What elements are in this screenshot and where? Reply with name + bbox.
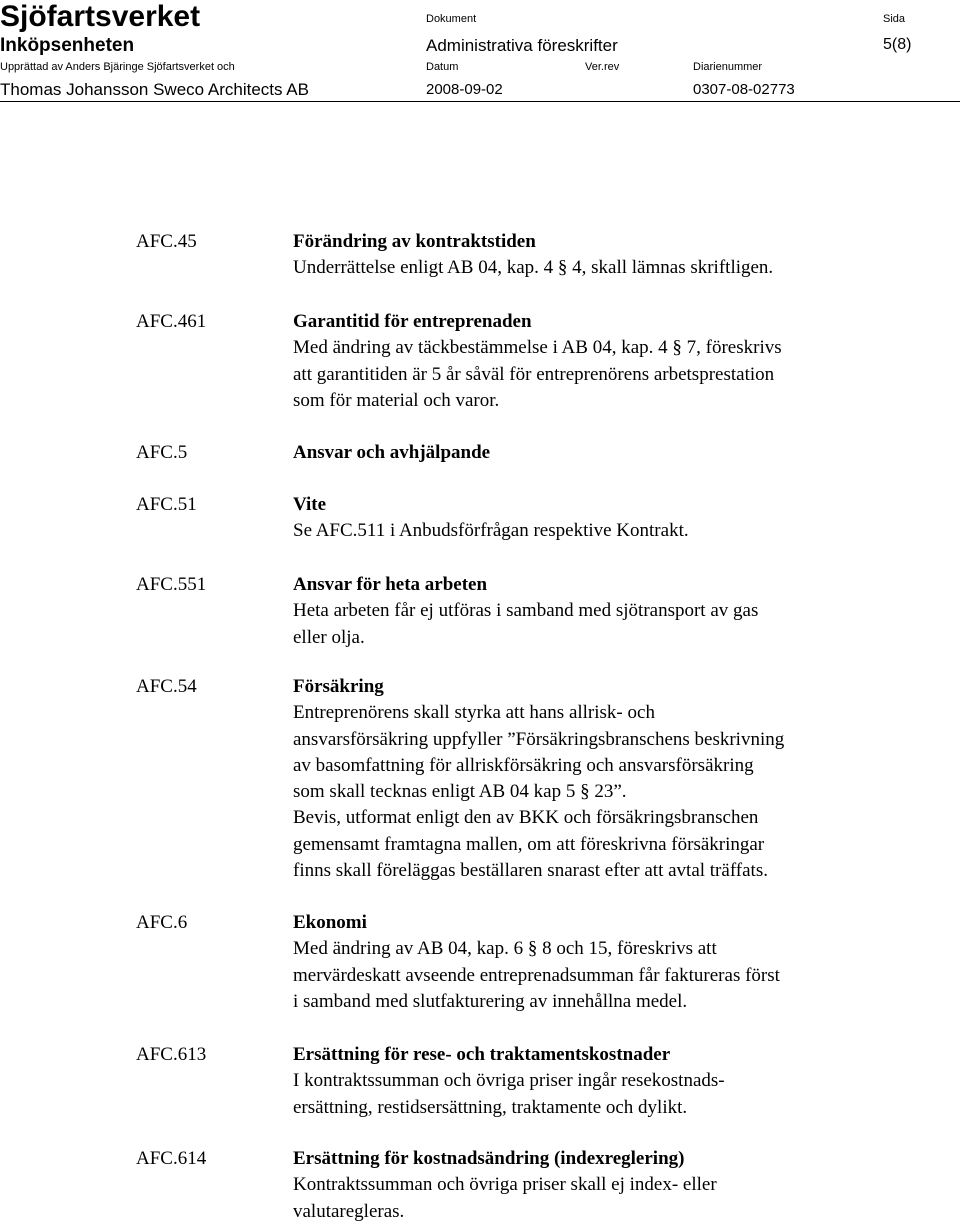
- section-text-line: ansvarsförsäkring uppfyller ”Försäkringsbranschens beskrivning: [293, 728, 785, 750]
- organization-name: Sjöfartsverket: [0, 0, 201, 33]
- section-warranty: [293, 309, 782, 414]
- section-title: Ansvar och avhjälpande: [293, 442, 491, 463]
- section-travel-costs: [293, 1042, 725, 1121]
- section-code: AFC.613: [136, 1044, 207, 1065]
- section-code: AFC.5: [136, 442, 188, 463]
- section-text-line: gemensamt framtagna mallen, om att föreskrivna försäkringar: [293, 833, 765, 855]
- section-code: AFC.54: [136, 676, 197, 697]
- section-text-line: valutaregleras.: [293, 1200, 405, 1222]
- section-text-line: eller olja.: [293, 626, 365, 648]
- section-title: Förändring av kontraktstiden: [293, 231, 536, 252]
- version-label: Ver.rev: [585, 61, 620, 73]
- date-value: 2008-09-02: [426, 81, 503, 98]
- author-line-1: Upprättad av Anders Bjäringe Sjöfartsverket och: [0, 61, 235, 73]
- section-text-line: mervärdeskatt avseende entreprenadsumman får faktureras först: [293, 964, 780, 986]
- section-index-regulation: [293, 1146, 717, 1225]
- section-text-line: som skall tecknas enligt AB 04 kap 5 § 23”.: [293, 781, 627, 803]
- section-code: AFC.51: [136, 494, 197, 515]
- section-text-line: i samband med slutfakturering av innehållna medel.: [293, 990, 688, 1012]
- section-text-line: Med ändring av täckbestämmelse i AB 04, kap. 4 § 7, föreskrivs: [293, 337, 782, 359]
- section-text-line: finns skall föreläggas beställaren snarast efter att avtal träffats.: [293, 860, 768, 882]
- section-title: Ersättning för rese- och traktamentskostnader: [293, 1044, 671, 1065]
- section-code: AFC.614: [136, 1148, 207, 1169]
- document-label: Dokument: [426, 13, 477, 25]
- registry-number-label: Diarienummer: [693, 61, 763, 73]
- section-title: Försäkring: [293, 676, 384, 697]
- section-title: Vite: [293, 494, 327, 515]
- page-number: 5(8): [883, 36, 912, 53]
- registry-number: 0307-08-02773: [693, 81, 795, 98]
- page-label: Sida: [883, 13, 906, 25]
- section-title: Ersättning för kostnadsändring (indexreglering): [293, 1148, 685, 1169]
- section-text-line: Se AFC.511 i Anbudsförfrågan respektive Kontrakt.: [293, 520, 689, 542]
- section-text-line: Bevis, utformat enligt den av BKK och försäkringsbranschen: [293, 807, 759, 829]
- header-divider: [0, 101, 960, 102]
- section-text-line: Underrättelse enligt AB 04, kap. 4 § 4, skall lämnas skriftligen.: [293, 257, 774, 279]
- section-title: Garantitid för entreprenaden: [293, 311, 532, 332]
- section-text-line: ersättning, restidsersättning, traktamente och dylikt.: [293, 1096, 688, 1118]
- section-text-line: I kontraktssumman och övriga priser ingår resekostnads-: [293, 1070, 725, 1092]
- section-text-line: Entreprenörens skall styrka att hans allrisk- och: [293, 702, 655, 724]
- section-code: AFC.461: [136, 311, 207, 332]
- section-title: Ansvar för heta arbeten: [293, 574, 488, 595]
- section-penalty: [293, 492, 689, 545]
- date-label: Datum: [426, 61, 459, 73]
- section-economy: [293, 910, 780, 1015]
- department-name: Inköpsenheten: [0, 35, 135, 56]
- section-code: AFC.45: [136, 231, 197, 252]
- section-code: AFC.6: [136, 912, 188, 933]
- section-text-line: Kontraktssumman och övriga priser skall ej index- eller: [293, 1174, 717, 1196]
- section-title: Ekonomi: [293, 912, 367, 933]
- section-text-line: Med ändring av AB 04, kap. 6 § 8 och 15, föreskrivs att: [293, 938, 717, 960]
- section-text-line: som för material och varor.: [293, 389, 500, 411]
- section-text-line: att garantitiden är 5 år såväl för entreprenörens arbetsprestation: [293, 363, 775, 385]
- section-text-line: av basomfattning för allriskförsäkring och ansvarsförsäkring: [293, 754, 754, 776]
- section-hot-work: [293, 572, 758, 651]
- section-insurance: [293, 674, 784, 884]
- author-line-2: Thomas Johansson Sweco Architects AB: [0, 80, 309, 99]
- section-contract-time: [293, 229, 773, 282]
- section-text-line: Heta arbeten får ej utföras i samband med sjötransport av gas: [293, 600, 759, 622]
- section-liability: [293, 440, 490, 466]
- section-code: AFC.551: [136, 574, 207, 595]
- document-title: Administrativa föreskrifter: [426, 36, 618, 55]
